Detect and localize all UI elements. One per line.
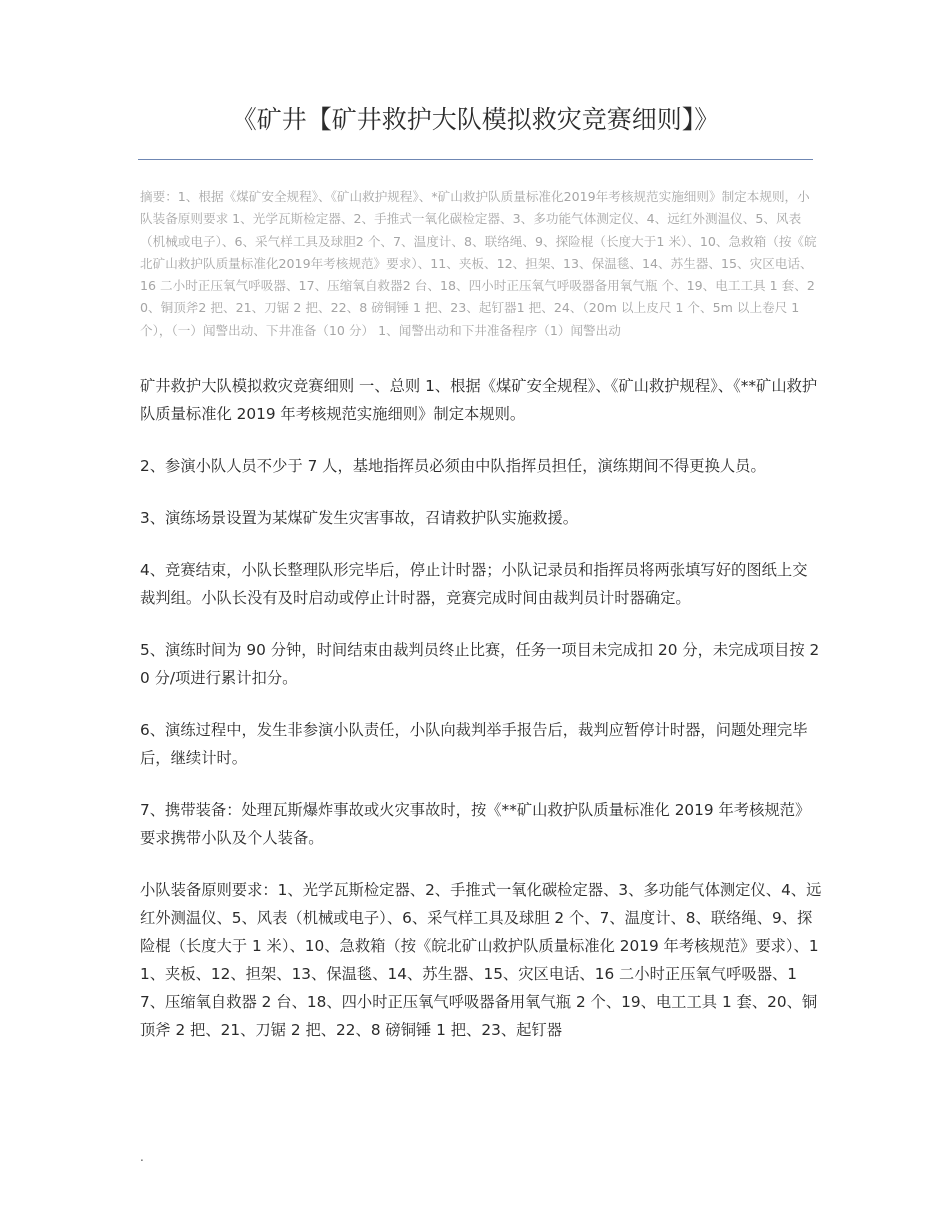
- body-paragraph-8: 小队装备原则要求：1、光学瓦斯检定器、2、手推式一氧化碳检定器、3、多功能气体测定仪、4、远红外测温仪、5、风表（机械或电子）、6、采气样工具及球胆 2 个、7、温度计、8、联络绳、9、探险棍（长度大于 1 米）、10、急救箱（按《皖北矿山救护队质量标准化 2019 年考核规范》要求）、11、夹板、12、担架、13、保温毯、14、苏生器、15、灾区电话、16 二小时正压氧气呼吸器、17、压缩氧自救器 2 台、18、四小时正压氧气呼吸器备用氧气瓶 2 个、19、电工工具 1 套、20、铜顶斧 2 把、21、刀锯 2 把、22、8 磅铜锤 1 把、23、起钉器: [140, 881, 822, 1039]
- body-paragraph-3: 3、演练场景设置为某煤矿发生灾害事故，召请救护队实施救援。: [140, 509, 579, 527]
- body-paragraph-4: 4、竞赛结束，小队长整理队形完毕后，停止计时器；小队记录员和指挥员将两张填写好的图纸上交裁判组。小队长没有及时启动或停止计时器，竞赛完成时间由裁判员计时器确定。: [140, 561, 808, 607]
- body-paragraph-5: 5、演练时间为 90 分钟，时间结束由裁判员终止比赛，任务一项目未完成扣 20 分，未完成项目按 20 分/项进行累计扣分。: [140, 641, 820, 687]
- footer-mark: .: [140, 1150, 144, 1164]
- body-paragraph-7: 7、携带装备：处理瓦斯爆炸事故或火灾事故时，按《**矿山救护队质量标准化 2019 年考核规范》要求携带小队及个人装备。: [140, 801, 811, 847]
- document-title: 《矿井【矿井救护大队模拟救灾竞赛细则】》: [231, 105, 720, 134]
- body-paragraph-2: 2、参演小队人员不少于 7 人，基地指挥员必须由中队指挥员担任，演练期间不得更换人员。: [140, 457, 766, 475]
- document-body: [140, 372, 822, 1068]
- title-divider: [138, 159, 813, 160]
- abstract-text: 摘要：1、根据《煤矿安全规程》、《矿山救护规程》、*矿山救护队质量标准化2019年考核规范实施细则》制定本规则，小队装备原则要求 1、光学瓦斯检定器、2、手推式一氧化碳检定器、3、多功能气体测定仪、4、远红外测温仪、5、风表（机械或电子）、6、采气样工具及球胆2 个、7、温度计、8、联络绳、9、探险棍（长度大于1 米）、10、急救箱（按《皖北矿山救护队质量标准化2019年考核规范》要求）、11、夹板、12、担架、13、保温毯、14、苏生器、15、灾区电话、16 二小时正压氧气呼吸器、17、压缩氧自救器2 台、18、四小时正压氧气呼吸器备用氧气瓶 个、19、电工工具 1 套、20、铜顶斧2 把、21、刀锯 2 把、22、8 磅铜锤 1 把、23、起钉器1 把、24、（20m 以上皮尺 1 个、5m 以上卷尺 1 个），（一）闻警出动、下井准备（10 分） 1、闻警出动和下井准备程序（1）闻警出动: [140, 189, 817, 338]
- body-paragraph-1: 矿井救护大队模拟救灾竞赛细则 一、总则 1、根据《煤矿安全规程》、《矿山救护规程》、《**矿山救护队质量标准化 2019 年考核规范实施细则》制定本规则。: [140, 377, 818, 423]
- body-paragraph-6: 6、演练过程中，发生非参演小队责任，小队向裁判举手报告后，裁判应暂停计时器，问题处理完毕后，继续计时。: [140, 721, 808, 767]
